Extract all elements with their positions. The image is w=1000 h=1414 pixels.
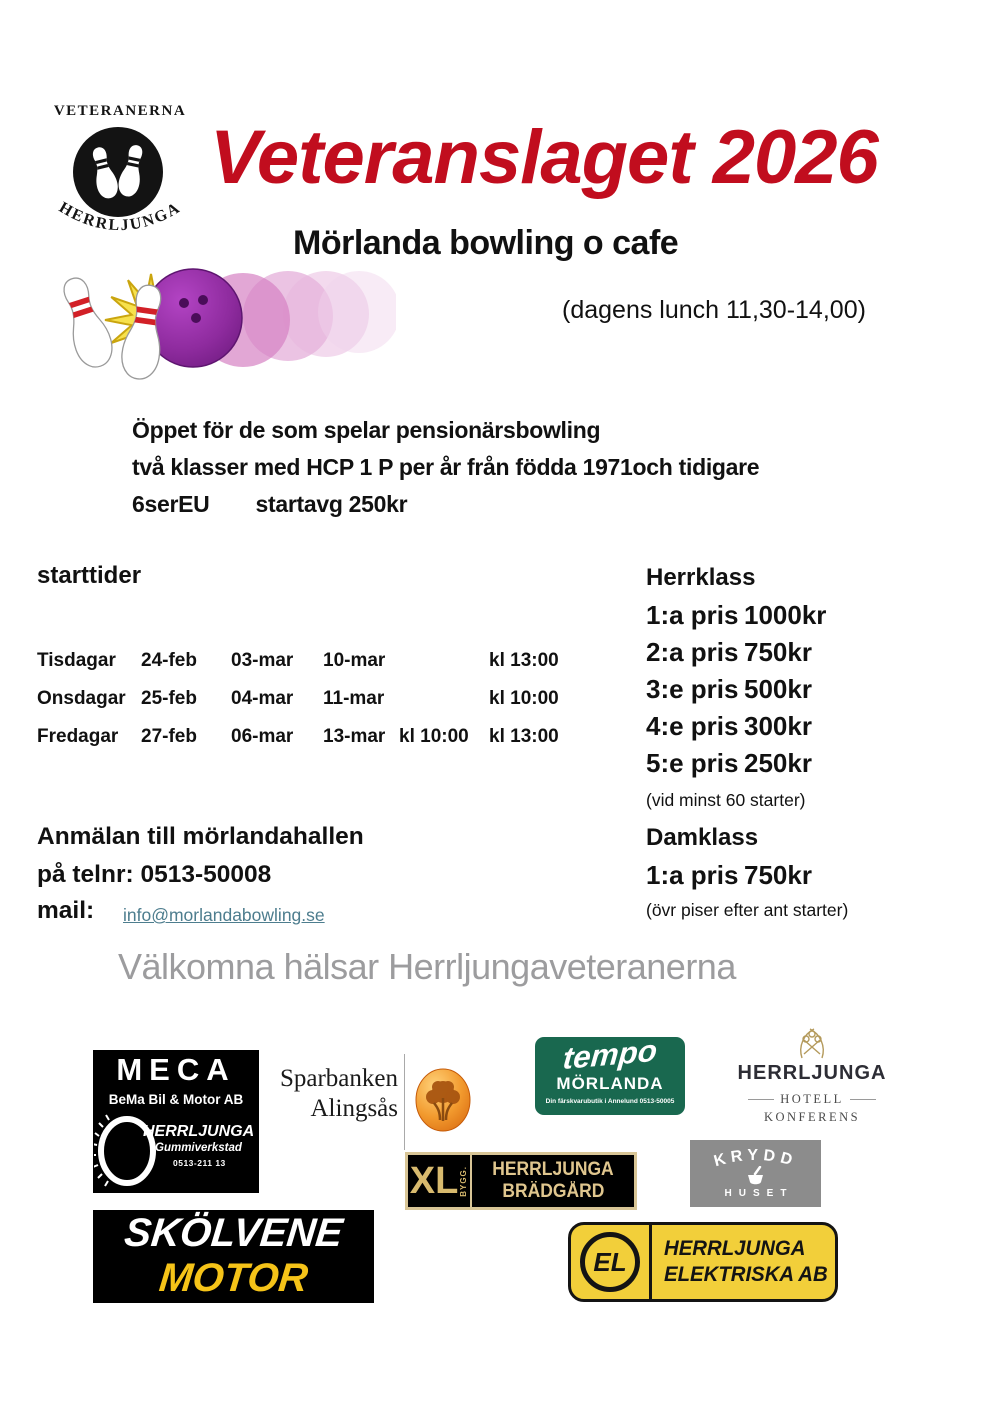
- tempo-location: MÖRLANDA: [556, 1074, 664, 1093]
- schedule-date: 25-feb: [141, 688, 197, 709]
- bowling-strike-illustration: [56, 258, 396, 400]
- oak-tree-icon: [414, 1068, 472, 1132]
- tempo-logo-text: tempo: [561, 1033, 659, 1076]
- krydd-huset: HUSET: [724, 1188, 794, 1199]
- svg-text:HERRLJUNGA: HERRLJUNGA: [56, 199, 184, 235]
- prize-place: 5:e pris: [646, 748, 739, 778]
- org-logo-arc-text: [40, 196, 200, 254]
- prize-amount: 1000kr: [744, 600, 827, 630]
- meca-subtitle: BeMa Bil & Motor AB: [108, 1092, 244, 1107]
- prize-place: 2:a pris: [646, 637, 739, 667]
- sponsor-skolvene: [93, 1210, 374, 1303]
- prize-amount: 750kr: [744, 860, 812, 890]
- xl-logo-mark: [408, 1155, 472, 1207]
- schedule-date: 13-mar: [323, 726, 386, 747]
- sponsor-el: [568, 1222, 838, 1302]
- table-row: [37, 726, 597, 750]
- mail-label: mail:: [37, 897, 95, 924]
- skolvene-line2: MOTOR: [157, 1256, 310, 1300]
- el-text-block: [664, 1236, 833, 1288]
- meca-tire-line2: Gummiverkstad: [155, 1142, 242, 1154]
- sparbanken-divider: [404, 1054, 405, 1150]
- hotel-subtitle-row: [733, 1092, 891, 1107]
- schedule-day: Fredagar: [37, 726, 119, 747]
- meca-logo-text: MECA: [116, 1052, 236, 1087]
- xl-letters: XL: [409, 1160, 459, 1202]
- start-fee: startavg 250kr: [255, 491, 408, 517]
- schedule-date: 03-mar: [231, 650, 294, 671]
- prize-place: 3:e pris: [646, 674, 739, 704]
- schedule-date: 27-feb: [141, 726, 197, 747]
- hotel-name: HERRLJUNGA: [737, 1062, 887, 1084]
- sponsor-xl-bygg: [405, 1152, 637, 1210]
- tempo-tagline: Din färskvarubutik i Annelund 0513-50005: [545, 1098, 675, 1105]
- prize-row: [646, 711, 812, 742]
- schedule-date: 04-mar: [231, 688, 294, 709]
- skolvene-line1: SKÖLVENE: [122, 1211, 345, 1255]
- sponsor-tempo: [535, 1033, 685, 1115]
- schedule-date: 24-feb: [141, 650, 197, 671]
- decorative-line: [850, 1099, 876, 1100]
- schedule-date: 06-mar: [231, 726, 294, 747]
- xl-line1: HERRLJUNGA: [492, 1159, 614, 1180]
- intro-line-1: Öppet för de som spelar pensionärsbowling: [132, 417, 601, 443]
- schedule-time: kl 13:00: [489, 650, 559, 671]
- hotel-emblem-icon: [792, 1026, 832, 1060]
- venue-subtitle: Mörlanda bowling o cafe: [293, 224, 679, 262]
- intro-paragraph: [132, 412, 759, 523]
- womens-class-heading: Damklass: [646, 824, 759, 851]
- hotel-word: HOTELL: [780, 1092, 844, 1106]
- schedule-day: Tisdagar: [37, 650, 116, 671]
- schedule-table: [37, 650, 597, 770]
- decorative-line: [748, 1099, 774, 1100]
- schedule-date: 11-mar: [323, 688, 385, 709]
- prize-row: [646, 748, 812, 779]
- page-title: Veteranslaget 2026: [210, 115, 878, 200]
- schedule-day: Onsdagar: [37, 688, 126, 709]
- prize-row: [646, 860, 812, 891]
- el-badge: EL: [580, 1232, 640, 1292]
- prize-place: 1:a pris: [646, 600, 739, 630]
- intro-line-3: [132, 486, 759, 523]
- org-logo-top-text: VETERANERNA: [53, 103, 187, 119]
- prize-place: 4:e pris: [646, 711, 739, 741]
- bowling-pin-icon: [56, 273, 118, 372]
- prize-amount: 250kr: [744, 748, 812, 778]
- womens-note: (övr piser efter ant starter): [646, 900, 849, 920]
- schedule-date: 10-mar: [323, 650, 386, 671]
- prize-amount: 300kr: [744, 711, 812, 741]
- lunch-note: (dagens lunch 11,30-14,00): [562, 296, 866, 324]
- meca-phone: 0513-211 13: [173, 1158, 226, 1168]
- sparbanken-line1: Sparbanken: [279, 1065, 398, 1092]
- mens-class-heading: Herrklass: [646, 564, 756, 591]
- schedule-heading: starttider: [37, 562, 142, 589]
- phone-line: på telnr: 0513-50008: [37, 861, 272, 888]
- table-row: [37, 650, 597, 674]
- schedule-time: kl 10:00: [489, 688, 559, 709]
- sponsor-meca: [93, 1050, 259, 1193]
- prize-amount: 500kr: [744, 674, 812, 704]
- prize-row: [646, 600, 826, 631]
- sparbanken-line2: Alingsås: [310, 1095, 398, 1122]
- prize-amount: 750kr: [744, 637, 812, 667]
- mortar-icon: [745, 1166, 767, 1188]
- prize-place: 1:a pris: [646, 860, 739, 890]
- el-badge-holder: [571, 1225, 652, 1299]
- meca-tire-line1: HERRLJUNGA: [143, 1123, 255, 1140]
- table-row: [37, 688, 597, 712]
- hotel-konferens: KONFERENS: [763, 1110, 861, 1124]
- sponsor-hotel: [733, 1026, 891, 1130]
- registration-line: Anmälan till mörlandahallen: [37, 823, 364, 850]
- svg-text:KRYDD: KRYDD: [712, 1146, 799, 1171]
- schedule-time: kl 13:00: [489, 726, 559, 747]
- sponsor-krydd: [690, 1140, 821, 1207]
- sponsor-sparbanken: [258, 1064, 398, 1124]
- xl-text-block: [472, 1155, 634, 1207]
- xl-line2: BRÄDGÅRD: [502, 1181, 604, 1202]
- prize-row: [646, 637, 812, 668]
- prize-row: [646, 674, 812, 705]
- el-line2: ELEKTRISKA AB: [664, 1263, 828, 1286]
- xl-bygg-vertical: BYGG.: [459, 1165, 469, 1197]
- el-line1: HERRLJUNGA: [664, 1237, 806, 1260]
- schedule-time: kl 10:00: [399, 726, 469, 747]
- series-info: 6serEU: [132, 491, 210, 517]
- intro-line-2: två klasser med HCP 1 P per år från födda 1971och tidigare: [132, 454, 760, 480]
- closing-greeting: Välkomna hälsar Herrljungaveteranerna: [118, 946, 736, 987]
- email-link[interactable]: info@morlandabowling.se: [123, 905, 325, 925]
- mens-note: (vid minst 60 starter): [646, 790, 806, 810]
